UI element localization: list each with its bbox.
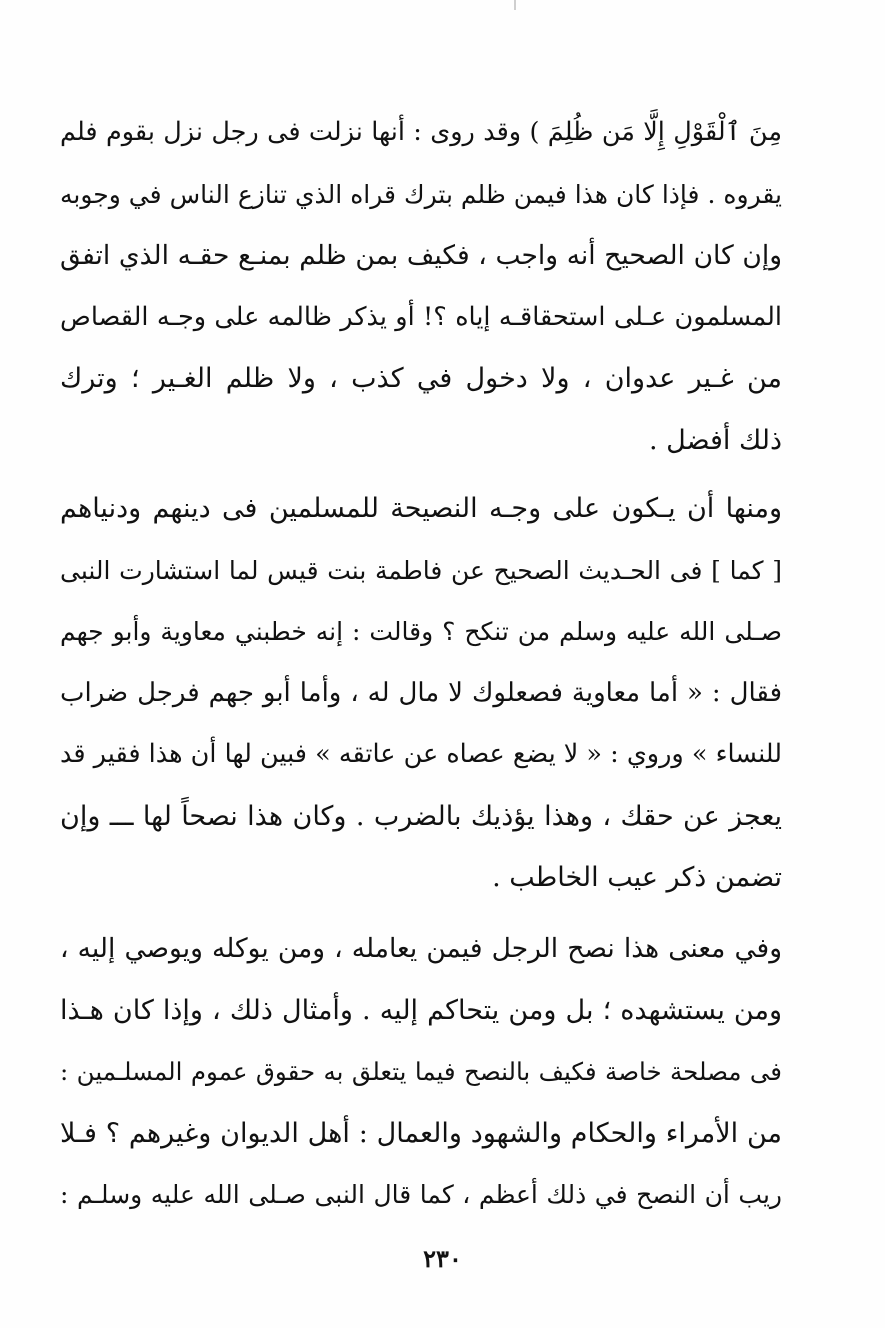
text-line: فى مصلحة خاصة فكيف بالنصح فيما يتعلق به حقوق عموم المسلـمين : xyxy=(60,1057,782,1086)
text-line: تضمن ذكر عيب الخاطب . xyxy=(492,862,782,893)
page-number: ٢٣٠ xyxy=(423,1244,462,1273)
text-line: صـلى الله عليه وسلم من تنكح ؟ وقالت : إنه خطبني معاوية وأبو جهم xyxy=(60,617,782,646)
text-line: من غـير عدوان ، ولا دخول في كذب ، ولا ظلم الغـير ؛ وترك xyxy=(60,363,782,394)
text-line: ومن يستشهده ؛ بل ومن يتحاكم إليه . وأمثال ذلك ، وإذا كان هـذا xyxy=(60,994,782,1026)
text-line: يقروه . فإذا كان هذا فيمن ظلم بترك قراه الذي تنازع الناس في وجوبه xyxy=(60,179,782,209)
text-line: ريب أن النصح في ذلك أعظم ، كما قال النبى صـلى الله عليه وسلـم : xyxy=(60,1180,782,1209)
text-line: [ كما ] فى الحـديث الصحيح عن فاطمة بنت قيس لما استشارت النبى xyxy=(60,555,782,585)
text-line: وفي معنى هذا نصح الرجل فيمن يعامله ، ومن يوكله ويوصي إليه ، xyxy=(60,933,782,964)
text-line: يعجز عن حقك ، وهذا يؤذيك بالضرب . وكان هذا نصحاً لها ـــ وإن xyxy=(60,800,782,832)
text-line: المسلمون عـلى استحقاقـه إياه ؟! أو يذكر ظالمه على وجـه القصاص xyxy=(60,301,782,332)
paragraph-2 xyxy=(60,478,782,909)
paragraph-3 xyxy=(60,918,782,1226)
paragraph-1 xyxy=(60,102,782,471)
text-line: مِنَ ٱلْقَوْلِ إِلَّا مَن ظُلِمَ ) وقد روى : أنها نزلت فى رجل نزل بقوم فلم xyxy=(60,117,782,147)
text-line: فقال : « أما معاوية فصعلوك لا مال له ، وأما أبو جهم فرجل ضراب xyxy=(60,677,782,708)
text-line: ومنها أن يـكون على وجـه النصيحة للمسلمين فى دينهم ودنياهم xyxy=(60,493,782,524)
text-line: من الأمراء والحكام والشهود والعمال : أهل الديوان وغيرهم ؟ فـلا xyxy=(60,1117,782,1149)
text-line: للنساء » وروي : « لا يضع عصاه عن عاتقه » فبين لها أن هذا فقير قد xyxy=(60,739,782,769)
text-line: وإن كان الصحيح أنه واجب ، فكيف بمن ظلم بمنـع حقـه الذي اتفق xyxy=(60,240,782,271)
text-line: ذلك أفضل . xyxy=(648,424,782,456)
scan-mark xyxy=(514,0,516,10)
